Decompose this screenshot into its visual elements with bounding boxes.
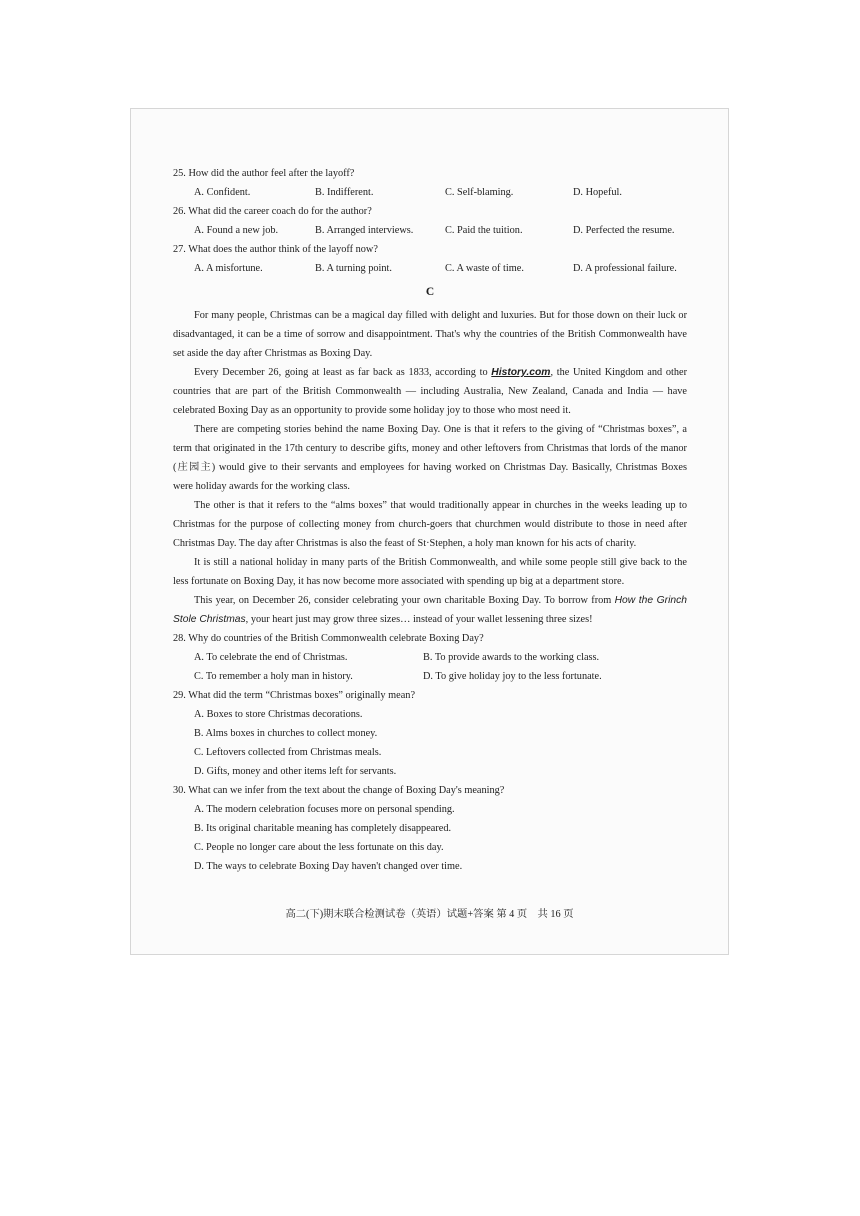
option-d: D. A professional failure. (573, 263, 677, 274)
passage-paragraph-5: It is still a national holiday in many parts of the British Commonwealth, and while some people still give back to the less fortunate on Boxing Day, it has now become more associated with spending up big at a department store. (173, 557, 687, 587)
question-27-options (173, 259, 687, 278)
option-a: A. Found a new job. (194, 225, 279, 236)
option-c: C. Paid the tuition. (445, 225, 523, 236)
option-c: C. People no longer care about the less fortunate on this day. (194, 842, 444, 853)
passage-paragraph-6 (173, 591, 687, 629)
option-c: C. Leftovers collected from Christmas meals. (194, 747, 382, 758)
passage-paragraph-3: There are competing stories behind the name Boxing Day. One is that it refers to the giving of “Christmas boxes”, a term that originated in the 17th century to describe gifts, money and other leftovers from Christmas that lords of the manor (庄园主) would give to their servants and employees for having worked on Christmas Day. Basically, Christmas Boxes were holiday awards for the working class. (173, 424, 687, 492)
page-footer: 高二(下)期末联合检测试卷（英语）试题+答案 第 4 页 共 16 页 (285, 909, 574, 920)
question-30-stem: 30. What can we infer from the text about the change of Boxing Day's meaning? (173, 785, 505, 796)
book-title: How the Grinch Stole Christmas (173, 595, 687, 625)
question-28-stem: 28. Why do countries of the British Commonwealth celebrate Boxing Day? (173, 633, 484, 644)
passage-paragraph-1: For many people, Christmas can be a magical day filled with delight and luxuries. But for those down on their luck or disadvantaged, it can be a time of sorrow and disappointment. That's why the countries of the British Commonwealth have set aside the day after Christmas as Boxing Day. (173, 310, 687, 359)
page-content (173, 164, 687, 876)
paragraph-text: , the United Kingdom and other countries that are part of the British Commonwealth — including Australia, New Zealand, Canada and India — have celebrated Boxing Day as an opportunity to provide some holiday joy to those who most need it. (173, 367, 687, 416)
option-d: D. Hopeful. (573, 187, 622, 198)
history-com-link[interactable]: History.com (491, 367, 551, 378)
option-a: A. The modern celebration focuses more on personal spending. (194, 804, 455, 815)
option-a: A. A misfortune. (194, 263, 263, 274)
question-29-stem: 29. What did the term “Christmas boxes” originally mean? (173, 690, 416, 701)
option-a: A. Boxes to store Christmas decorations. (194, 709, 363, 720)
question-26-stem: 26. What did the career coach do for the author? (173, 206, 372, 217)
question-28-options-row1 (173, 648, 687, 667)
option-b: B. Alms boxes in churches to collect money. (194, 728, 378, 739)
option-b: B. To provide awards to the working class. (423, 652, 600, 663)
section-title: C (425, 286, 435, 298)
option-c: C. To remember a holy man in history. (194, 671, 353, 682)
question-25-stem: 25. How did the author feel after the layoff? (173, 168, 355, 179)
option-a: A. To celebrate the end of Christmas. (194, 652, 348, 663)
option-b: B. A turning point. (315, 263, 392, 274)
option-d: D. To give holiday joy to the less fortunate. (423, 671, 602, 682)
question-25-options (173, 183, 687, 202)
option-a: A. Confident. (194, 187, 251, 198)
option-c: C. A waste of time. (445, 263, 524, 274)
option-b: B. Indifferent. (315, 187, 374, 198)
passage-paragraph-4: The other is that it refers to the “alms boxes” that would traditionally appear in churches in the weeks leading up to Christmas for the purpose of collecting money from church-goers that churchmen would distribute to those in need after Christmas Day. The day after Christmas is also the feast of St·Stephen, a holy man known for his acts of charity. (173, 500, 687, 549)
option-d: D. The ways to celebrate Boxing Day haven't changed over time. (194, 861, 463, 872)
question-27-stem: 27. What does the author think of the layoff now? (173, 244, 378, 255)
paragraph-text: This year, on December 26, consider celebrating your own charitable Boxing Day. To borrow from (194, 595, 615, 606)
paragraph-text: Every December 26, going at least as far back as 1833, according to (194, 367, 492, 378)
question-28-options-row2 (173, 667, 687, 686)
option-d: D. Gifts, money and other items left for servants. (194, 766, 397, 777)
paragraph-text: , your heart just may grow three sizes… instead of your wallet lessening three sizes! (245, 614, 593, 625)
question-26-options (173, 221, 687, 240)
option-b: B. Arranged interviews. (315, 225, 414, 236)
option-b: B. Its original charitable meaning has completely disappeared. (194, 823, 452, 834)
option-d: D. Perfected the resume. (573, 225, 675, 236)
option-c: C. Self-blaming. (445, 187, 514, 198)
passage-paragraph-2 (173, 363, 687, 420)
